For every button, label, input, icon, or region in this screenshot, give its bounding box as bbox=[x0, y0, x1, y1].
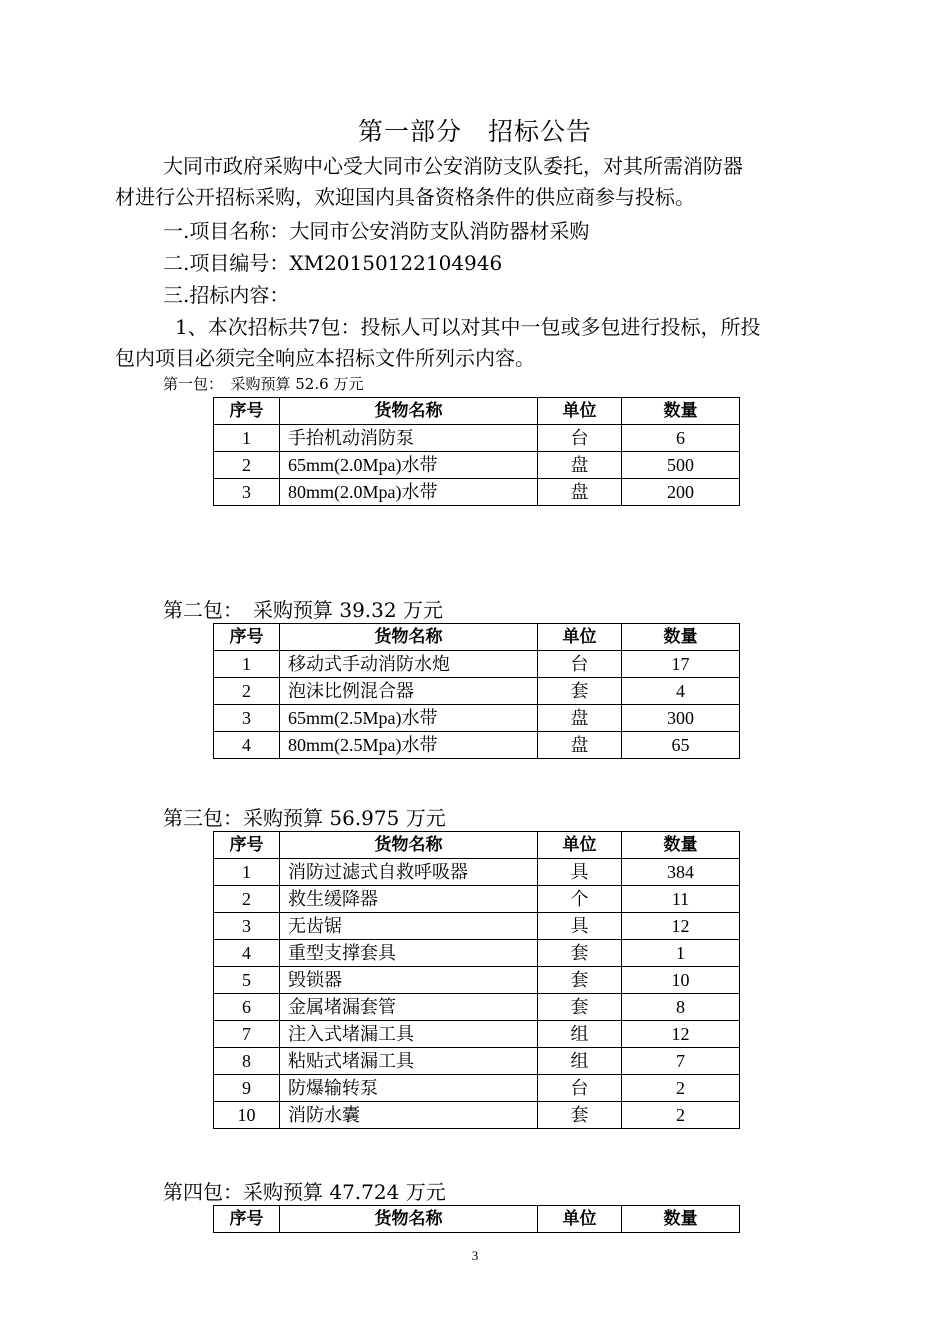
cell-no: 10 bbox=[214, 1102, 280, 1129]
table-header-row bbox=[214, 1206, 740, 1233]
cell-qty: 12 bbox=[622, 913, 740, 940]
header-name: 货物名称 bbox=[280, 832, 538, 859]
header-unit: 单位 bbox=[538, 1206, 622, 1233]
table-row bbox=[214, 732, 740, 759]
cell-unit: 台 bbox=[538, 1075, 622, 1102]
table-row bbox=[214, 452, 740, 479]
package-3-label: 第三包：采购预算 56.975 万元 bbox=[163, 806, 446, 830]
cell-unit: 台 bbox=[538, 651, 622, 678]
table-row bbox=[214, 1102, 740, 1129]
cell-name: 65mm(2.5Mpa)水带 bbox=[280, 705, 538, 732]
package-1-label: 第一包： 采购预算 52.6 万元 bbox=[163, 375, 364, 393]
cell-no: 4 bbox=[214, 940, 280, 967]
package-1-table bbox=[213, 397, 740, 506]
cell-qty: 7 bbox=[622, 1048, 740, 1075]
cell-unit: 套 bbox=[538, 1102, 622, 1129]
table-header-row bbox=[214, 398, 740, 425]
cell-unit: 盘 bbox=[538, 732, 622, 759]
cell-unit: 组 bbox=[538, 1048, 622, 1075]
package-2-table bbox=[213, 623, 740, 759]
header-qty: 数量 bbox=[622, 1206, 740, 1233]
table-row bbox=[214, 1075, 740, 1102]
package-4-table bbox=[213, 1205, 740, 1233]
header-no: 序号 bbox=[214, 624, 280, 651]
table-row bbox=[214, 1021, 740, 1048]
cell-unit: 套 bbox=[538, 994, 622, 1021]
table-row bbox=[214, 479, 740, 506]
cell-no: 1 bbox=[214, 859, 280, 886]
cell-unit: 套 bbox=[538, 678, 622, 705]
cell-name: 80mm(2.5Mpa)水带 bbox=[280, 732, 538, 759]
header-unit: 单位 bbox=[538, 398, 622, 425]
package-2-label: 第二包： 采购预算 39.32 万元 bbox=[163, 598, 443, 622]
project-number: 二.项目编号：XM20150122104946 bbox=[163, 251, 503, 275]
cell-no: 4 bbox=[214, 732, 280, 759]
cell-qty: 65 bbox=[622, 732, 740, 759]
intro-line-1: 大同市政府采购中心受大同市公安消防支队委托，对其所需消防器 bbox=[163, 154, 743, 178]
cell-unit: 个 bbox=[538, 886, 622, 913]
header-name: 货物名称 bbox=[280, 398, 538, 425]
intro-line-2: 材进行公开招标采购，欢迎国内具备资格条件的供应商参与投标。 bbox=[115, 185, 695, 209]
table-row bbox=[214, 886, 740, 913]
cell-name: 手抬机动消防泵 bbox=[280, 425, 538, 452]
page-title: 第一部分 招标公告 bbox=[357, 117, 592, 146]
header-unit: 单位 bbox=[538, 624, 622, 651]
table-row bbox=[214, 913, 740, 940]
table-row bbox=[214, 940, 740, 967]
page-number: 3 bbox=[471, 1248, 479, 1263]
table-row bbox=[214, 678, 740, 705]
cell-no: 2 bbox=[214, 678, 280, 705]
cell-qty: 17 bbox=[622, 651, 740, 678]
cell-qty: 4 bbox=[622, 678, 740, 705]
content-line-1: 1、本次招标共7包：投标人可以对其中一包或多包进行投标，所投 bbox=[175, 315, 761, 339]
table-row bbox=[214, 994, 740, 1021]
cell-name: 重型支撑套具 bbox=[280, 940, 538, 967]
header-no: 序号 bbox=[214, 832, 280, 859]
cell-no: 3 bbox=[214, 913, 280, 940]
cell-no: 3 bbox=[214, 705, 280, 732]
project-name: 一.项目名称：大同市公安消防支队消防器材采购 bbox=[163, 219, 590, 243]
table-row bbox=[214, 1048, 740, 1075]
header-no: 序号 bbox=[214, 1206, 280, 1233]
table-row bbox=[214, 859, 740, 886]
header-qty: 数量 bbox=[622, 624, 740, 651]
table-row bbox=[214, 651, 740, 678]
header-name: 货物名称 bbox=[280, 1206, 538, 1233]
cell-no: 1 bbox=[214, 651, 280, 678]
content-line-2: 包内项目必须完全响应本招标文件所列示内容。 bbox=[115, 346, 535, 370]
table-header-row bbox=[214, 624, 740, 651]
tender-content-heading: 三.招标内容： bbox=[163, 283, 290, 307]
cell-unit: 盘 bbox=[538, 705, 622, 732]
cell-name: 65mm(2.0Mpa)水带 bbox=[280, 452, 538, 479]
cell-unit: 盘 bbox=[538, 479, 622, 506]
cell-name: 泡沫比例混合器 bbox=[280, 678, 538, 705]
header-qty: 数量 bbox=[622, 832, 740, 859]
cell-qty: 500 bbox=[622, 452, 740, 479]
table-row bbox=[214, 705, 740, 732]
cell-unit: 具 bbox=[538, 913, 622, 940]
cell-unit: 台 bbox=[538, 425, 622, 452]
cell-unit: 具 bbox=[538, 859, 622, 886]
cell-no: 9 bbox=[214, 1075, 280, 1102]
cell-no: 6 bbox=[214, 994, 280, 1021]
cell-name: 粘贴式堵漏工具 bbox=[280, 1048, 538, 1075]
cell-name: 金属堵漏套管 bbox=[280, 994, 538, 1021]
header-unit: 单位 bbox=[538, 832, 622, 859]
cell-unit: 组 bbox=[538, 1021, 622, 1048]
cell-no: 2 bbox=[214, 886, 280, 913]
cell-name: 防爆输转泵 bbox=[280, 1075, 538, 1102]
cell-unit: 套 bbox=[538, 940, 622, 967]
cell-name: 注入式堵漏工具 bbox=[280, 1021, 538, 1048]
cell-qty: 1 bbox=[622, 940, 740, 967]
table-row bbox=[214, 967, 740, 994]
cell-name: 毁锁器 bbox=[280, 967, 538, 994]
header-no: 序号 bbox=[214, 398, 280, 425]
package-4-label: 第四包：采购预算 47.724 万元 bbox=[163, 1180, 446, 1204]
header-qty: 数量 bbox=[622, 398, 740, 425]
cell-qty: 200 bbox=[622, 479, 740, 506]
cell-name: 消防水囊 bbox=[280, 1102, 538, 1129]
cell-qty: 2 bbox=[622, 1075, 740, 1102]
cell-qty: 6 bbox=[622, 425, 740, 452]
cell-name: 80mm(2.0Mpa)水带 bbox=[280, 479, 538, 506]
cell-name: 无齿锯 bbox=[280, 913, 538, 940]
cell-qty: 8 bbox=[622, 994, 740, 1021]
cell-qty: 384 bbox=[622, 859, 740, 886]
cell-no: 5 bbox=[214, 967, 280, 994]
cell-no: 7 bbox=[214, 1021, 280, 1048]
cell-unit: 盘 bbox=[538, 452, 622, 479]
table-row bbox=[214, 425, 740, 452]
table-header-row bbox=[214, 832, 740, 859]
cell-unit: 套 bbox=[538, 967, 622, 994]
cell-no: 2 bbox=[214, 452, 280, 479]
cell-qty: 12 bbox=[622, 1021, 740, 1048]
package-3-table bbox=[213, 831, 740, 1129]
cell-qty: 300 bbox=[622, 705, 740, 732]
header-name: 货物名称 bbox=[280, 624, 538, 651]
cell-name: 消防过滤式自救呼吸器 bbox=[280, 859, 538, 886]
cell-no: 3 bbox=[214, 479, 280, 506]
cell-qty: 2 bbox=[622, 1102, 740, 1129]
cell-name: 救生缓降器 bbox=[280, 886, 538, 913]
cell-no: 8 bbox=[214, 1048, 280, 1075]
cell-no: 1 bbox=[214, 425, 280, 452]
cell-name: 移动式手动消防水炮 bbox=[280, 651, 538, 678]
cell-qty: 10 bbox=[622, 967, 740, 994]
cell-qty: 11 bbox=[622, 886, 740, 913]
